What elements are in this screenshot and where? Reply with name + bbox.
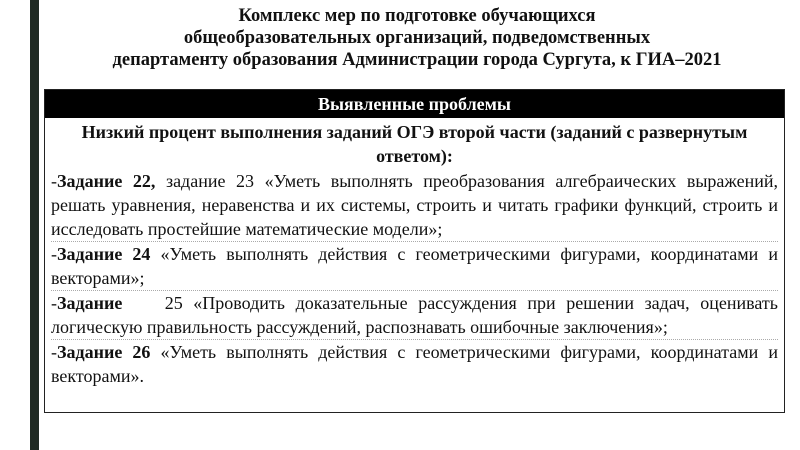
task-item xyxy=(51,290,783,339)
task-label: Задание xyxy=(57,293,123,313)
task-item xyxy=(51,169,778,241)
page-title xyxy=(44,5,790,71)
task-label: Задание 24 xyxy=(57,244,151,264)
table-body xyxy=(45,118,784,388)
task-label: Задание 22, xyxy=(57,171,156,191)
item-prefix: - xyxy=(51,171,57,191)
task-description: 25 «Проводить доказательные рассуждения при решении задач, оценивать логическую правильность рассуждений, распознавать ошибочные заключения»; xyxy=(51,293,783,337)
task-label: Задание 26 xyxy=(57,342,151,362)
task-item xyxy=(51,339,778,388)
item-prefix: - xyxy=(51,293,57,313)
item-prefix: - xyxy=(51,342,57,362)
task-item xyxy=(51,241,778,290)
task-description: «Уметь выполнять действия с геометрическими фигурами, координатами и векторами»; xyxy=(51,244,778,288)
item-prefix: - xyxy=(51,244,57,264)
task-description: «Уметь выполнять действия с геометрическими фигурами, координатами и векторами». xyxy=(51,342,778,386)
title-line-1: Комплекс мер по подготовке обучающихся xyxy=(238,6,596,26)
title-line-3: департаменту образования Администрации города Сургута, к ГИА–2021 xyxy=(112,50,722,70)
task-description: задание 23 «Уметь выполнять преобразования алгебраических выражений, решать уравнения, неравенства и их системы, строить и читать графики функций, строить и исследовать простейшие математические модели»; xyxy=(51,171,779,239)
left-accent-bar xyxy=(30,0,39,450)
table-header: Выявленные проблемы xyxy=(45,90,784,118)
problems-table xyxy=(44,89,785,413)
title-line-2: общеобразовательных организаций, подведомственных xyxy=(183,28,651,48)
table-subheading: Низкий процент выполнения заданий ОГЭ второй части (заданий с развернутым ответом): xyxy=(81,122,748,166)
